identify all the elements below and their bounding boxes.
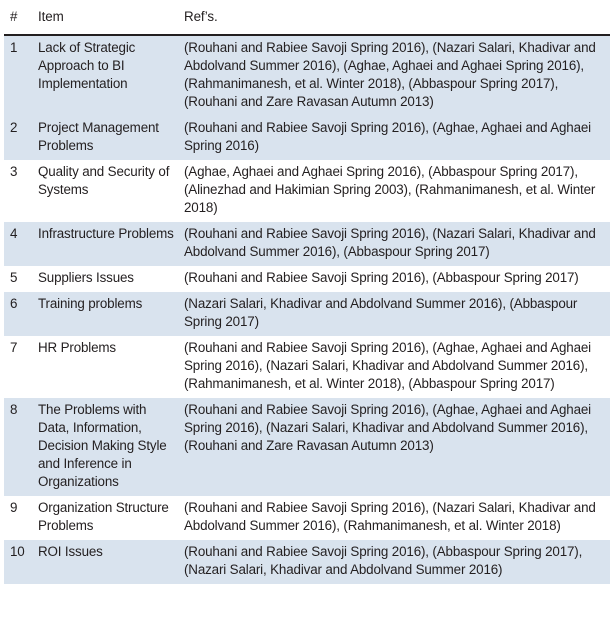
table-row [4, 398, 610, 496]
table-row [4, 222, 610, 266]
row-refs: (Rouhani and Rabiee Savoji Spring 2016), (Aghae, Aghaei and Aghaei Spring 2016), (Nazari Salari, Khadivar and Abdolvand Summer 2016), (Rahmanimanesh, et al. Winter 2018), (Abbaspour Spring 2017) [180, 336, 610, 398]
references-table-container [4, 0, 610, 584]
row-number: 8 [4, 398, 34, 496]
row-number: 1 [4, 35, 34, 116]
bi-problems-references-table [4, 0, 610, 584]
row-item: The Problems with Data, Information, Decision Making Style and Inference in Organizations [34, 398, 180, 496]
header-row [4, 0, 610, 35]
row-refs: (Aghae, Aghaei and Aghaei Spring 2016), (Abbaspour Spring 2017), (Alinezhad and Hakimian Spring 2003), (Rahmanimanesh, et al. Winter 2018) [180, 160, 610, 222]
header-refs: Ref’s. [180, 0, 610, 35]
row-item: Infrastructure Problems [34, 222, 180, 266]
table-row [4, 292, 610, 336]
row-refs: (Nazari Salari, Khadivar and Abdolvand Summer 2016), (Abbaspour Spring 2017) [180, 292, 610, 336]
row-number: 10 [4, 540, 34, 584]
row-item: Organization Structure Problems [34, 496, 180, 540]
row-item: ROI Issues [34, 540, 180, 584]
header-number: # [4, 0, 34, 35]
row-refs: (Rouhani and Rabiee Savoji Spring 2016), (Nazari Salari, Khadivar and Abdolvand Summer 2016), (Rahmanimanesh, et al. Winter 2018) [180, 496, 610, 540]
row-refs: (Rouhani and Rabiee Savoji Spring 2016), (Nazari Salari, Khadivar and Abdolvand Summer 2016), (Aghae, Aghaei and Aghaei Spring 2016), (Rahmanimanesh, et al. Winter 2018), (Abbaspour Spring 2017), (Rouhani and Zare Ravasan Autumn 2013) [180, 35, 610, 116]
row-item: HR Problems [34, 336, 180, 398]
row-refs: (Rouhani and Rabiee Savoji Spring 2016), (Nazari Salari, Khadivar and Abdolvand Summer 2016), (Abbaspour Spring 2017) [180, 222, 610, 266]
row-number: 9 [4, 496, 34, 540]
row-refs: (Rouhani and Rabiee Savoji Spring 2016), (Abbaspour Spring 2017), (Nazari Salari, Khadivar and Abdolvand Summer 2016) [180, 540, 610, 584]
table-row [4, 540, 610, 584]
row-number: 2 [4, 116, 34, 160]
row-refs: (Rouhani and Rabiee Savoji Spring 2016), (Abbaspour Spring 2017) [180, 266, 610, 292]
row-item: Suppliers Issues [34, 266, 180, 292]
row-item: Lack of Strategic Approach to BI Implementation [34, 35, 180, 116]
header-item: Item [34, 0, 180, 35]
row-number: 6 [4, 292, 34, 336]
row-item: Training problems [34, 292, 180, 336]
row-number: 4 [4, 222, 34, 266]
row-number: 3 [4, 160, 34, 222]
row-refs: (Rouhani and Rabiee Savoji Spring 2016), (Aghae, Aghaei and Aghaei Spring 2016), (Nazari Salari, Khadivar and Abdolvand Summer 2016), (Rouhani and Zare Ravasan Autumn 2013) [180, 398, 610, 496]
table-body [4, 35, 610, 584]
table-row [4, 160, 610, 222]
row-number: 5 [4, 266, 34, 292]
row-number: 7 [4, 336, 34, 398]
table-header [4, 0, 610, 35]
row-item: Quality and Security of Systems [34, 160, 180, 222]
row-refs: (Rouhani and Rabiee Savoji Spring 2016), (Aghae, Aghaei and Aghaei Spring 2016) [180, 116, 610, 160]
table-row [4, 336, 610, 398]
row-item: Project Management Problems [34, 116, 180, 160]
table-row [4, 496, 610, 540]
table-row [4, 266, 610, 292]
table-row [4, 116, 610, 160]
table-row [4, 35, 610, 116]
